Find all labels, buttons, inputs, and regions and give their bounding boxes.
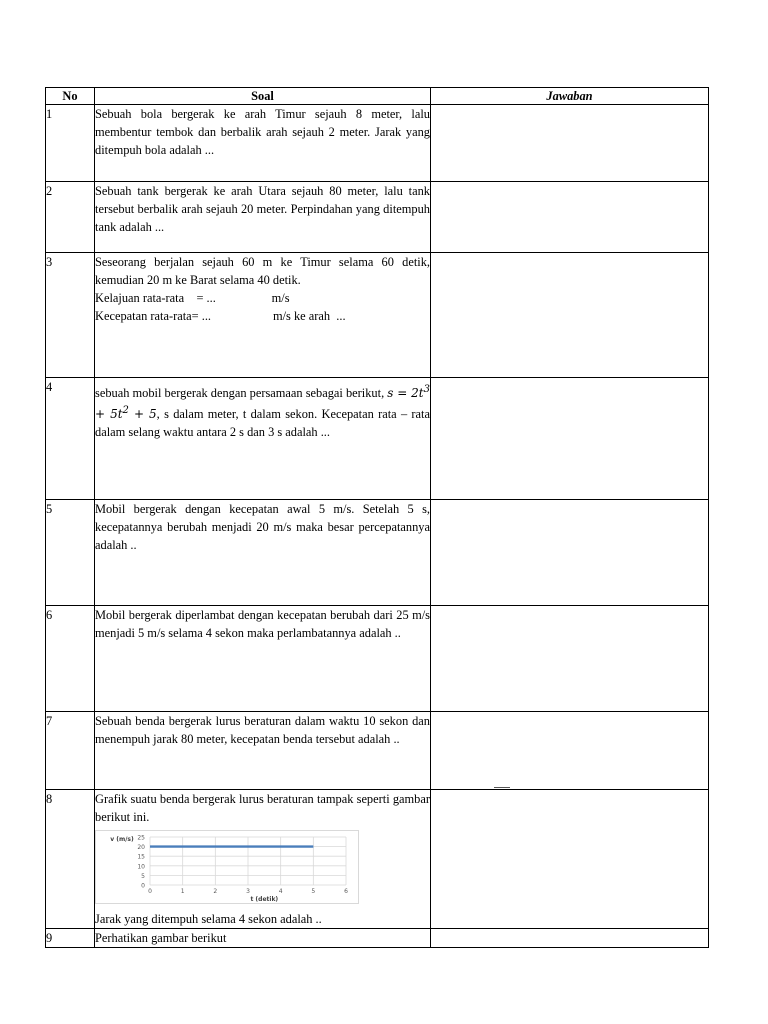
chart-x-tick-label: 5 — [311, 888, 316, 895]
question-text: Grafik suatu benda bergerak lurus beraturan tampak seperti gambar berikut ini. — [95, 792, 430, 824]
chart-x-tick-label: 1 — [180, 888, 185, 895]
question-text: Seseorang berjalan sejauh 60 m ke Timur selama 60 detik, kemudian 20 m ke Barat selama 40 detik. — [95, 255, 430, 287]
answer-cell[interactable] — [431, 500, 709, 606]
chart-y-tick-label: 5 — [141, 872, 145, 880]
question-cell — [95, 378, 431, 500]
question-text-part: sebuah mobil bergerak dengan persamaan sebagai berikut, — [95, 386, 385, 400]
chart-x-tick-label: 2 — [213, 888, 218, 895]
row-number: 7 — [46, 712, 95, 790]
table-row — [46, 253, 709, 378]
table-row — [46, 182, 709, 253]
answer-cell[interactable] — [431, 929, 709, 948]
row-number: 4 — [46, 378, 95, 500]
row-number: 3 — [46, 253, 95, 378]
chart-y-tick-label: 25 — [137, 834, 145, 842]
chart-x-tick-label: 6 — [344, 888, 348, 895]
chart-x-tick-label: 0 — [148, 888, 152, 895]
answer-cell[interactable] — [431, 182, 709, 253]
row-number: 2 — [46, 182, 95, 253]
question-cell — [95, 712, 431, 790]
question-cell — [95, 182, 431, 253]
question-cell — [95, 790, 431, 929]
row-number: 8 — [46, 790, 95, 929]
table-header-row — [46, 88, 709, 105]
table-row — [46, 105, 709, 182]
chart-y-axis-label: v (m/s) — [110, 836, 134, 843]
question-cell — [95, 500, 431, 606]
header-answer: Jawaban — [431, 88, 709, 105]
chart-x-axis-label: t (detik) — [250, 896, 279, 903]
question-text-footer: Jarak yang ditempuh selama 4 sekon adalah .. — [95, 912, 322, 926]
average-speed-line: Kelajuan rata-rata = ... m/s — [95, 291, 290, 305]
answer-cell[interactable] — [431, 253, 709, 378]
row-number: 1 — [46, 105, 95, 182]
header-question: Soal — [95, 88, 431, 105]
answer-cell[interactable] — [431, 606, 709, 712]
question-text: Perhatikan gambar berikut — [95, 931, 227, 945]
row-number: 6 — [46, 606, 95, 712]
row-number: 9 — [46, 929, 95, 948]
question-table — [45, 87, 709, 948]
row-number: 5 — [46, 500, 95, 606]
chart-y-tick-label: 15 — [137, 853, 145, 861]
question-text: Mobil bergerak dengan kecepatan awal 5 m/s. Setelah 5 s, kecepatannya berubah menjadi 20 m/s maka besar percepatannya adalah .. — [95, 502, 430, 552]
stray-dash — [494, 787, 510, 788]
chart-y-tick-label: 20 — [137, 844, 145, 852]
answer-cell[interactable] — [431, 790, 709, 929]
question-cell — [95, 105, 431, 182]
answer-cell[interactable] — [431, 105, 709, 182]
chart-x-tick-label: 3 — [246, 888, 250, 895]
table-row — [46, 712, 709, 790]
question-text: Sebuah tank bergerak ke arah Utara sejauh 80 meter, lalu tank tersebut berbalik arah sejauh 20 meter. Perpindahan yang ditempuh tank adalah ... — [95, 184, 430, 234]
table-row — [46, 929, 709, 948]
velocity-time-chart — [95, 830, 359, 904]
answer-cell[interactable] — [431, 712, 709, 790]
question-cell — [95, 606, 431, 712]
table-row — [46, 500, 709, 606]
question-cell — [95, 253, 431, 378]
question-text: Sebuah benda bergerak lurus beraturan dalam waktu 10 sekon dan menempuh jarak 80 meter, kecepatan benda tersebut adalah .. — [95, 714, 430, 746]
table-row — [46, 790, 709, 929]
answer-cell[interactable] — [431, 378, 709, 500]
header-no: No — [46, 88, 95, 105]
question-text — [95, 381, 430, 441]
chart-y-tick-label: 0 — [141, 882, 145, 890]
equation: $s = 2t^3 + 5t^2 + 5$ — [95, 384, 430, 421]
question-cell — [95, 929, 431, 948]
question-text-part: , s dalam meter, t dalam sekon. Kecepatan rata – rata dalam selang waktu antara 2 s dan 3 s adalah ... — [95, 407, 431, 439]
average-velocity-line: Kecepatan rata-rata= ... m/s ke arah ... — [95, 309, 346, 323]
table-row — [46, 606, 709, 712]
chart-x-tick-label: 4 — [278, 888, 283, 895]
chart-y-tick-label: 10 — [137, 863, 145, 871]
question-text: Mobil bergerak diperlambat dengan kecepatan berubah dari 25 m/s menjadi 5 m/s selama 4 sekon maka perlambatannya adalah .. — [95, 608, 430, 640]
question-text: Sebuah bola bergerak ke arah Timur sejauh 8 meter, lalu membentur tembok dan berbalik arah sejauh 2 meter. Jarak yang ditempuh bola adalah ... — [95, 107, 430, 157]
table-row — [46, 378, 709, 500]
chart-svg — [96, 831, 358, 903]
